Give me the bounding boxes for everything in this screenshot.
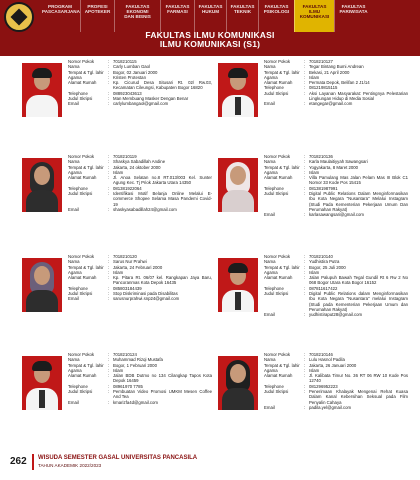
footer-title: WISUDA SEMESTER GASAL UNIVERSITAS PANCASILA [38,455,198,461]
field-separator: : [108,383,110,389]
field-value-email[interactable]: kmarizfa4d@gmail.com [113,399,158,405]
field-label: Email [68,296,79,302]
field-separator: : [304,259,306,265]
field-value-ttl: Bekasi, 21 April 2000 [309,69,350,75]
field-separator: : [304,264,306,270]
info-row-email [68,101,212,106]
field-separator: : [304,275,306,281]
field-value-ttl: Bogor, 1 Februari 2000 [113,362,157,368]
field-separator: : [108,275,110,281]
info-row-alamat [264,275,408,286]
field-separator: : [304,352,306,357]
nav-item-psikologi[interactable]: FAKULTAS PSIKOLOGI [258,0,294,32]
student-photo [22,258,62,312]
field-value-ttl: Bogor, 02 Januari 2000 [113,69,158,75]
student-photo [218,63,258,117]
field-value-judul: Pembuatan Video Promosi UMKM Mesen Coffee And Tea [113,389,212,400]
info-row-alamat [68,80,212,91]
field-value-telp: 085803184439 [113,285,142,291]
field-separator: : [304,74,306,80]
field-value-agama: Islam [113,269,124,275]
field-value-telp: 081219815115 [309,85,338,91]
page-title [0,31,420,49]
field-value-judul: Penerimaan Khalayak Mengenai Rehat Kuasa Dalam Kanal Kebersihan Seksual pada Film Penyalin Cahaya [309,389,408,405]
field-label: Telephone [264,285,284,291]
field-label: Judul Skripsi [264,90,289,96]
field-value-email[interactable]: karlasawangsari@gmail.com [309,212,364,218]
field-value-ttl: Jakarta, 24 Februari 2000 [113,264,163,270]
field-value-alamat: Jalan BDB Dutmo no 134 Cilangkap Tapos Kota Depok 16459 [113,373,212,384]
field-separator: : [304,389,306,395]
field-label: Nomor Pokok [264,59,291,64]
field-separator: : [304,312,306,318]
student-photo [218,158,258,212]
field-label: Tempat & Tgl. lahir [264,362,300,368]
info-row-alamat [264,175,408,186]
info-row-email [68,400,212,405]
field-label: Nama [264,159,276,165]
field-label: Agama [68,169,82,175]
field-label: Agama [264,367,278,373]
field-value-ttl: Bogor, 25 Juli 2000 [309,264,346,270]
field-label: Email [264,212,275,218]
field-label: Agama [264,169,278,175]
field-value-nama: Lulu Hasnol Padila [309,357,345,363]
nav-item-komunikasi[interactable]: FAKULTAS ILMU KOMUNIKASI [294,0,334,32]
page-number: 262 [10,456,27,467]
field-label: Nama [264,259,276,265]
nav-item-farmasi[interactable]: FAKULTAS FARMASI [160,0,194,32]
field-label: Alamat Rumah [68,175,97,181]
student-info [264,59,408,107]
field-separator: : [108,399,110,405]
info-row-email [68,207,212,212]
field-label: Tempat & Tgl. lahir [264,164,300,170]
field-label: Nomor Pokok [68,59,95,64]
field-separator: : [108,154,110,159]
field-label: Tempat & Tgl. lahir [68,69,104,75]
faculty-title: FAKULTAS ILMU KOMUNIKASI [145,30,275,40]
student-photo [22,63,62,117]
field-label: Nomor Pokok [68,154,95,159]
field-separator: : [108,74,110,80]
student-photo [22,158,62,212]
field-separator: : [304,64,306,70]
field-separator: : [304,212,306,218]
field-label: Telephone [264,185,284,191]
student-info [264,352,408,410]
field-value-alamat: Permata Depok, Belifan 2 J1/14 [309,80,370,86]
field-value-agama: Islam [113,169,124,175]
field-separator: : [304,154,306,159]
field-separator: : [304,69,306,75]
field-value-alamat: Kp. Cicurud Desa Situsari Rt. 02/ Rw.03, Kecamatan Cileungsi, Kabupaten Bogor 16820 [113,80,212,91]
field-separator: : [108,254,110,259]
field-value-nama: Carly Lumban Gaol [113,64,151,70]
field-separator: : [108,64,110,70]
field-label: Nomor Pokok [264,352,291,357]
field-label: Judul Skripsi [68,291,93,297]
field-value-telp: 081381987991 [309,185,338,191]
field-label: Nama [68,159,80,165]
field-value-judul: Man Membuang Masker Dengan Benar [113,96,189,102]
field-value-ttl: Jakarta, 26 Januari 2000 [309,362,357,368]
field-value-telp: 088923043613 [113,90,142,96]
field-separator: : [108,101,110,107]
field-label: Alamat Rumah [68,373,97,379]
field-separator: : [108,373,110,379]
field-separator: : [108,352,110,357]
field-separator: : [304,159,306,165]
nav-item-pascasarjana[interactable]: PROGRAM PASCASARJANA [42,4,80,15]
field-value-agama: Islam [309,74,320,80]
footer-subtitle: TAHUN AKADEMIK 2022/2023 [38,463,102,468]
field-separator: : [108,291,110,297]
field-value-alamat: Villa Pamulang Mas Jalan Pelam Mas III Blok C1 Nomor 33 Kode Pos 15415 [309,175,408,186]
field-separator: : [108,164,110,170]
field-separator: : [304,254,306,259]
field-value-alamat: Jl. Anoa Selatan no.8 RT.013/003 Kel. Sunter Agung Kec. Tj Priok Jakarta Utara 14350 [113,175,212,186]
field-label: Agama [68,74,82,80]
info-row-email [264,405,408,410]
field-label: Nomor Pokok [264,154,291,159]
field-separator: : [304,175,306,181]
field-separator: : [108,59,110,64]
field-value-nama: Sarus Nur Prahwi [113,259,147,265]
field-label: Judul Skripsi [68,96,93,102]
field-value-alamat: Kp. Pitara Rt. 06/07 kel. Rangkapan Jaya Baru, Pancoranmas Kota Depok 16435 [113,275,212,286]
field-label: Tempat & Tgl. lahir [68,264,104,270]
field-value-telp: 081381922064 [113,185,142,191]
university-logo [4,2,34,32]
field-label: Judul Skripsi [264,291,289,297]
field-value-judul: Digital Public Relations dalam Menginformasikan Ibu Kota Negara "Nusantara" melalui Instagram (Studi pada Kementerian Pekerjaan Umum dan Perumahan Rakyat) [309,291,408,312]
field-label: Telephone [68,383,88,389]
field-value-nim: 7018210115 [113,59,137,64]
field-value-nim: 7018210119 [113,154,137,159]
nav-item-hukum[interactable]: FAKULTAS HUKUM [194,0,226,32]
info-row-judul [264,389,408,405]
field-value-nim: 7018210120 [113,254,137,259]
field-label: Telephone [264,85,284,91]
field-value-nama: Tegar Bintang Bumi Andrean [309,64,364,70]
student-info [264,254,408,318]
field-separator: : [108,367,110,373]
info-row-email [264,212,408,217]
student-photo [218,356,258,410]
field-separator: : [304,164,306,170]
student-info [264,154,408,218]
info-row-alamat [68,373,212,384]
field-value-nim: 7018210140 [309,254,333,259]
field-value-agama: Islam [309,367,320,373]
field-label: Agama [264,74,278,80]
info-row-judul [68,191,212,207]
faculty-nav [40,0,372,32]
field-label: Judul Skripsi [68,191,93,197]
field-value-email[interactable]: sarusnurprahwi.snp24@gmail.com [113,296,180,302]
field-value-nama: Shaskya Sabadillah Andine [113,159,166,165]
field-value-nama: Yudhistira Putra [309,259,340,265]
field-separator: : [304,269,306,275]
field-label: Tempat & Tgl. lahir [68,362,104,368]
field-separator: : [108,80,110,86]
field-label: Nomor Pokok [68,352,95,357]
field-value-agama: Kristen Protestan [113,74,146,80]
field-value-nim: 7018210136 [309,154,333,159]
field-separator: : [108,175,110,181]
field-value-judul: Identifikasi Motif Belanja Online Melalui E-commerce Shopee Selama Masa Pandemi Covid-19 [113,191,212,207]
field-separator: : [304,169,306,175]
field-separator: : [304,291,306,297]
field-separator: : [304,285,306,291]
nav-item-teknik[interactable]: FAKULTAS TEKNIK [226,0,258,32]
field-label: Telephone [68,185,88,191]
field-label: Telephone [68,90,88,96]
field-separator: : [108,90,110,96]
nav-item-apoteker[interactable]: PROFESI APOTEKER [80,0,114,32]
field-separator: : [108,389,110,395]
field-separator: : [304,191,306,197]
field-separator: : [304,59,306,64]
field-separator: : [108,159,110,165]
field-value-agama: Islam [309,269,320,275]
field-separator: : [108,96,110,102]
nav-item-pariwisata[interactable]: FAKULTAS PARIWISATA [334,0,372,32]
field-label: Email [264,404,275,410]
field-label: Tempat & Tgl. lahir [264,69,300,75]
field-label: Judul Skripsi [264,191,289,197]
field-separator: : [108,264,110,270]
field-separator: : [108,357,110,363]
field-separator: : [108,269,110,275]
field-value-email[interactable]: etangegar@gmail.com [309,101,353,107]
field-value-nama: Muhammad Rizqi Mustafa [113,357,163,363]
field-label: Agama [264,269,278,275]
field-label: Agama [68,269,82,275]
field-label: Nomor Pokok [68,254,95,259]
field-label: Alamat Rumah [264,175,293,181]
field-separator: : [304,373,306,379]
student-info [68,254,212,302]
info-row-alamat [68,175,212,186]
field-separator: : [304,367,306,373]
student-info [68,154,212,212]
nav-item-ekonomi[interactable]: FAKULTAS EKONOMI DAN BISNIS [114,0,160,32]
field-value-judul: Digital Public Relations Dalam Menginformasikan Ibu Kota Negara "Nusantara" Melalui Instagram (Studi Pada Kementerian Pekerjaan Umum Dan Perumahan Rakyat) [309,191,408,212]
field-separator: : [108,169,110,175]
field-separator: : [108,206,110,212]
field-separator: : [108,362,110,368]
student-info [68,59,212,107]
field-separator: : [304,80,306,86]
info-row-judul [264,291,408,312]
field-separator: : [108,191,110,197]
field-value-telp: 087811617422 [309,285,338,291]
info-row-email [264,312,408,317]
field-label: Alamat Rumah [68,275,97,281]
field-label: Tempat & Tgl. lahir [68,164,104,170]
info-row-judul [68,389,212,400]
field-label: Nomor Pokok [264,254,291,259]
field-value-ttl: Yogyakarta, 8 Maret 2000 [309,164,359,170]
field-label: Nama [68,64,80,70]
field-separator: : [304,404,306,410]
info-row-alamat [264,373,408,384]
field-label: Alamat Rumah [264,373,293,379]
field-label: Email [264,101,275,107]
field-separator: : [108,285,110,291]
field-separator: : [108,259,110,265]
info-row-email [264,101,408,106]
field-value-email[interactable]: yudhistiraput28@gmail.com [309,312,363,318]
info-row-email [68,296,212,301]
field-label: Alamat Rumah [68,80,97,86]
info-row-judul [264,191,408,212]
field-value-nim: 7018210146 [309,352,333,357]
field-value-alamat: Jl. Kalibata Timur No. 36 RT 06 RW 10 Kode Pos 12740 [309,373,408,384]
info-row-alamat [68,275,212,286]
field-separator: : [108,296,110,302]
field-separator: : [108,69,110,75]
footer-divider [32,454,34,470]
field-label: Telephone [68,285,88,291]
student-info [68,352,212,405]
field-value-telp: 081296952223 [309,383,338,389]
field-value-judul: Aksi Layanan Masyarakat: Pentingnya Pelestarian Lingkungan Hidup di Media Sosial [309,90,408,102]
field-value-email[interactable]: carlylumbangaol@gmail.com [113,101,169,107]
field-label: Judul Skripsi [264,389,289,395]
field-label: Email [68,206,79,212]
field-separator: : [304,185,306,191]
field-value-alamat: Jalan Palupuh Bawah Tegal Gundil Rt 6 Rw 2 No 068 Bogor Utara Kota Bogor 16152 [309,275,408,286]
field-separator: : [304,90,306,96]
field-label: Nama [264,357,276,363]
field-value-judul: Stop Diskriminasi pada Disabilitas [113,291,178,297]
field-separator: : [304,85,306,91]
field-label: Email [68,101,79,107]
page-header [0,0,420,56]
field-value-agama: Islam [113,367,124,373]
field-label: Email [68,399,79,405]
field-label: Judul Skripsi [68,389,93,395]
field-value-ttl: Jakarta, 24 oktober 2000 [113,164,161,170]
field-value-telp: 08961970 7785 [113,383,143,389]
field-value-email[interactable]: shaskyasabadillah24@gmail.com [113,206,177,212]
field-value-nim: 7018210127 [309,59,333,64]
field-value-agama: Islam [309,169,320,175]
field-label: Tempat & Tgl. lahir [264,264,300,270]
field-label: Nama [68,259,80,265]
field-separator: : [304,362,306,368]
info-row-judul [264,91,408,102]
field-value-nama: Karla Maulaitiyyah Sawangsari [309,159,368,165]
field-label: Alamat Rumah [264,275,293,281]
field-value-nim: 7018210124 [113,352,137,357]
field-label: Nama [264,64,276,70]
field-label: Telephone [264,383,284,389]
field-label: Agama [68,367,82,373]
field-label: Alamat Rumah [264,80,293,86]
field-separator: : [304,101,306,107]
field-label: Email [264,312,275,318]
field-separator: : [108,185,110,191]
student-photo [218,258,258,312]
program-title: ILMU KOMUNIKASI (S1) [159,39,261,49]
field-separator: : [304,357,306,363]
student-photo [22,356,62,410]
field-value-email[interactable]: padila.yel@gmail.com [309,404,352,410]
field-label: Nama [68,357,80,363]
field-separator: : [304,383,306,389]
